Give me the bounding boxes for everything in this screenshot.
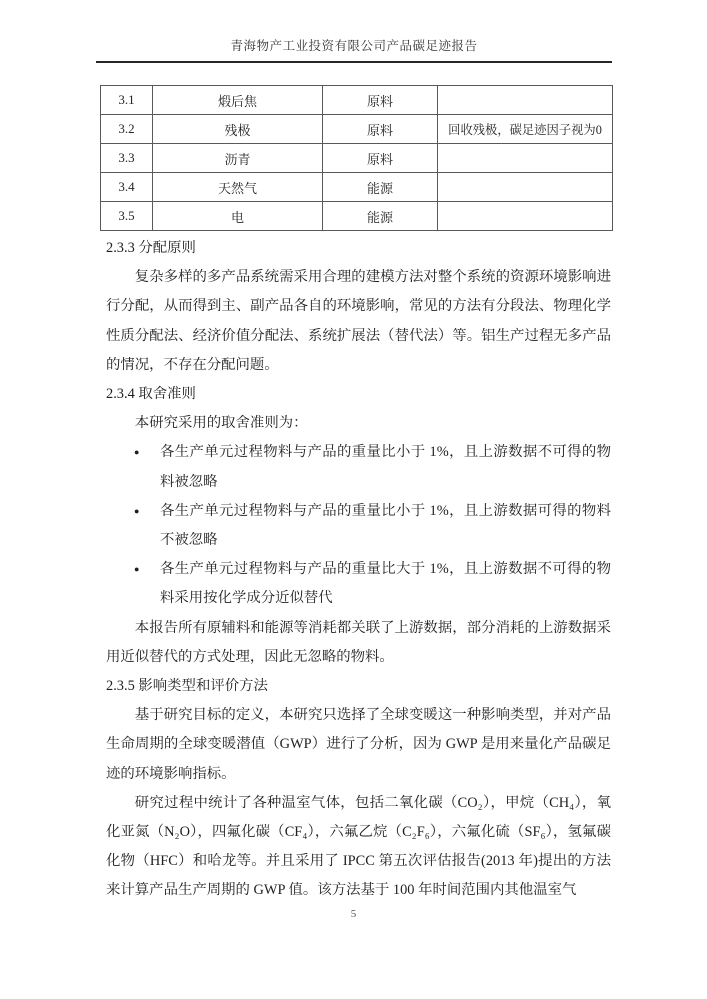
row-index-cell: 3.4 [101, 173, 153, 202]
list-item [134, 438, 611, 496]
row-index-cell: 3.2 [101, 115, 153, 144]
material-name-cell: 天然气 [153, 173, 323, 202]
paragraph-allocation: 复杂多样的多产品系统需采用合理的建模方法对整个系统的资源环境影响进行分配，从而得到主、副产品各自的环境影响，常见的方法有分段法、物理化学性质分配法、经济价值分配法、系统扩展法（替代法）等。铝生产过程无多产品的情况，不存在分配问题。 [106, 269, 611, 373]
category-cell: 原料 [323, 86, 438, 115]
page-number: 5 [350, 908, 357, 920]
page-header [96, 38, 612, 63]
category-cell: 能源 [323, 173, 438, 202]
inventory-items-table [100, 85, 613, 231]
table-row [101, 115, 613, 144]
category-cell: 原料 [323, 144, 438, 173]
material-name-cell: 煅后焦 [153, 86, 323, 115]
table-row [101, 202, 613, 231]
list-item-text: 各生产单元过程物料与产品的重量比大于 1%，且上游数据不可得的物料采用按化学成分近似替代 [160, 561, 611, 607]
note-cell [438, 202, 613, 231]
row-index-cell: 3.5 [101, 202, 153, 231]
list-item-text: 各生产单元过程物料与产品的重量比小于 1%，且上游数据不可得的物料被忽略 [160, 444, 611, 490]
cutoff-criteria-list [106, 438, 611, 613]
page-footer [0, 908, 707, 920]
note-cell [438, 86, 613, 115]
paragraph-impact-2: 研究过程中统计了各种温室气体，包括二氧化碳（CO₂），甲烷（CH₄），氧化亚氮（N₂O），四氟化碳（CF₄），六氟乙烷（C₂F₆），六氟化硫（SF₆），氢氟碳化物（HFC）和哈龙等。并且采用了 IPCC 第五次评估报告(2013 年)提出的方法来计算产品生产周期的 GWP 值。该方法基于 100 年时间范围内其他温室气 [106, 794, 611, 899]
bullet-dot-icon: ● [134, 564, 140, 575]
category-cell: 能源 [323, 202, 438, 231]
paragraph-impact-1: 基于研究目标的定义，本研究只选择了全球变暖这一种影响类型，并对产品生命周期的全球变暖潜值（GWP）进行了分析，因为 GWP 是用来量化产品碳足迹的环境影响指标。 [106, 707, 611, 782]
table-row [101, 173, 613, 202]
note-cell [438, 173, 613, 202]
document-body [106, 234, 611, 906]
material-name-cell: 残极 [153, 115, 323, 144]
bullet-dot-icon: ● [134, 505, 140, 516]
list-item [134, 497, 611, 555]
bullet-dot-icon: ● [134, 447, 140, 458]
row-index-cell: 3.1 [101, 86, 153, 115]
section-heading-allocation: 2.3.3 分配原则 [106, 240, 196, 256]
material-name-cell: 电 [153, 202, 323, 231]
note-cell: 回收残极，碳足迹因子视为0 [438, 115, 613, 144]
table-row [101, 86, 613, 115]
list-item [134, 555, 611, 613]
section-heading-cutoff: 2.3.4 取舍准则 [106, 386, 196, 403]
section-heading-impact: 2.3.5 影响类型和评价方法 [106, 678, 268, 695]
table-row [101, 144, 613, 173]
paragraph-cutoff-closing: 本报告所有原辅料和能源等消耗都关联了上游数据，部分消耗的上游数据采用近似替代的方式处理，因此无忽略的物料。 [106, 619, 611, 665]
header-title: 青海物产工业投资有限公司产品碳足迹报告 [230, 39, 478, 53]
category-cell: 原料 [323, 115, 438, 144]
row-index-cell: 3.3 [101, 144, 153, 173]
list-item-text: 各生产单元过程物料与产品的重量比小于 1%，且上游数据可得的物料不被忽略 [160, 502, 611, 549]
paragraph-cutoff-intro: 本研究采用的取舍准则为： [134, 415, 308, 432]
note-cell [438, 144, 613, 173]
material-name-cell: 沥青 [153, 144, 323, 173]
